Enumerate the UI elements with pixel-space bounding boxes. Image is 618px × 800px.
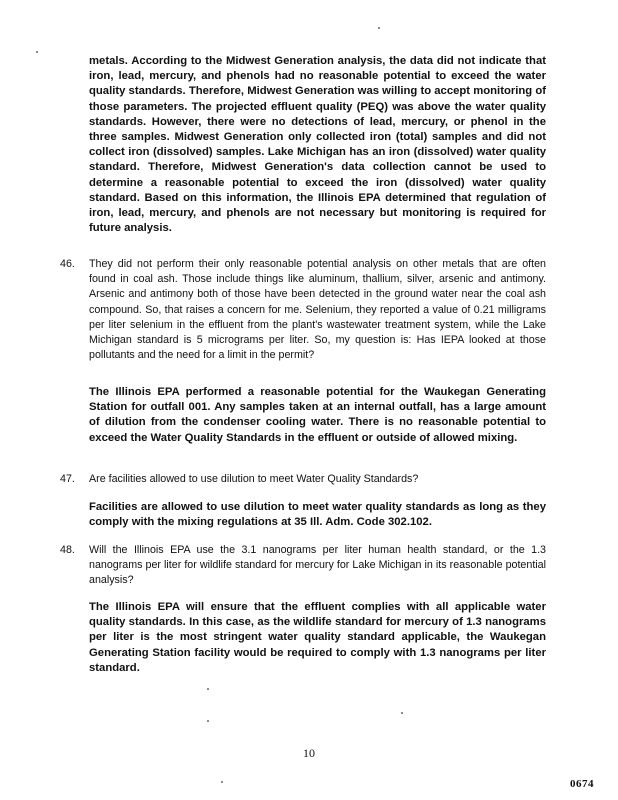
question-number: 47. <box>60 473 75 485</box>
scan-speck <box>378 27 380 29</box>
scan-speck <box>207 688 209 690</box>
scan-speck <box>221 781 223 783</box>
page-number: 10 <box>303 746 315 760</box>
question-number: 46. <box>60 258 75 270</box>
answer-text: Facilities are allowed to use dilution to meet water quality standards as long as they comply with the mixing regulations at 35 Ill. Adm. Code 302.102. <box>89 501 546 529</box>
question-text: They did not perform their only reasonable potential analysis on other metals that are often found in coal ash. Those include things like aluminum, thallium, silver, arsenic and antimony. Arsenic and antimony both of those have been detected in the ground water near the coal ash compound. So, that raises a concern for me. Selenium, they reported a value of 0.21 milligrams per liter selenium in the effluent from the plant's wastewater treatment system, while the Lake Michigan standard is 5 micrograms per liter. So, my question is: Has IEPA looked at those pollutants and the need for a limit in the permit? <box>89 258 546 362</box>
answer-47 <box>89 500 546 530</box>
question-48 <box>60 543 546 589</box>
scan-speck <box>36 51 38 53</box>
question-46 <box>60 257 546 363</box>
question-text: Will the Illinois EPA use the 3.1 nanograms per liter human health standard, or the 1.3 nanograms per liter for wildlife standard for mercury for Lake Michigan in its reasonable potential analysis? <box>89 544 546 587</box>
answer-text: The Illinois EPA will ensure that the effluent complies with all applicable water quality standards. In this case, as the wildlife standard for mercury of 1.3 nanograms per liter is the most stringent water quality standard applicable, the Waukegan Generating Station facility would be required to comply with 1.3 nanograms per liter standard. <box>89 601 546 674</box>
scan-speck <box>401 712 403 714</box>
question-47 <box>60 472 546 487</box>
question-text: Are facilities allowed to use dilution to meet Water Quality Standards? <box>89 473 419 485</box>
answer-text: The Illinois EPA performed a reasonable potential for the Waukegan Generating Station for outfall 001. Any samples taken at an internal outfall, has a large amount of dilution from the condenser cooling water. There is no reasonable potential to exceed the Water Quality Standards in the effluent or outside of allowed mixing. <box>89 386 546 444</box>
bates-number: 0674 <box>570 778 594 790</box>
answer-46 <box>89 385 546 446</box>
question-number: 48. <box>60 544 75 556</box>
intro-answer-text: metals. According to the Midwest Generation analysis, the data did not indicate that iron, lead, mercury, and phenols had no reasonable potential to exceed the water quality standards. Therefore, Midwest Generation was willing to accept monitoring of those parameters. The projected effluent quality (PEQ) was above the water quality standards. However, there were no detections of lead, mercury, or phenol in the three samples. Midwest Generation only collected iron (total) samples and did not collect iron (dissolved) samples. Lake Michigan has an iron (dissolved) water quality standard. Therefore, Midwest Generation's data collection cannot be used to determine a reasonable potential to exceed the iron (dissolved) water quality standard. Based on this information, the Illinois EPA determined that regulation of iron, lead, mercury, and phenols are not necessary but monitoring is required for future analysis. <box>89 55 546 235</box>
scan-speck <box>207 720 209 722</box>
intro-answer <box>89 54 546 236</box>
answer-48 <box>89 600 546 676</box>
